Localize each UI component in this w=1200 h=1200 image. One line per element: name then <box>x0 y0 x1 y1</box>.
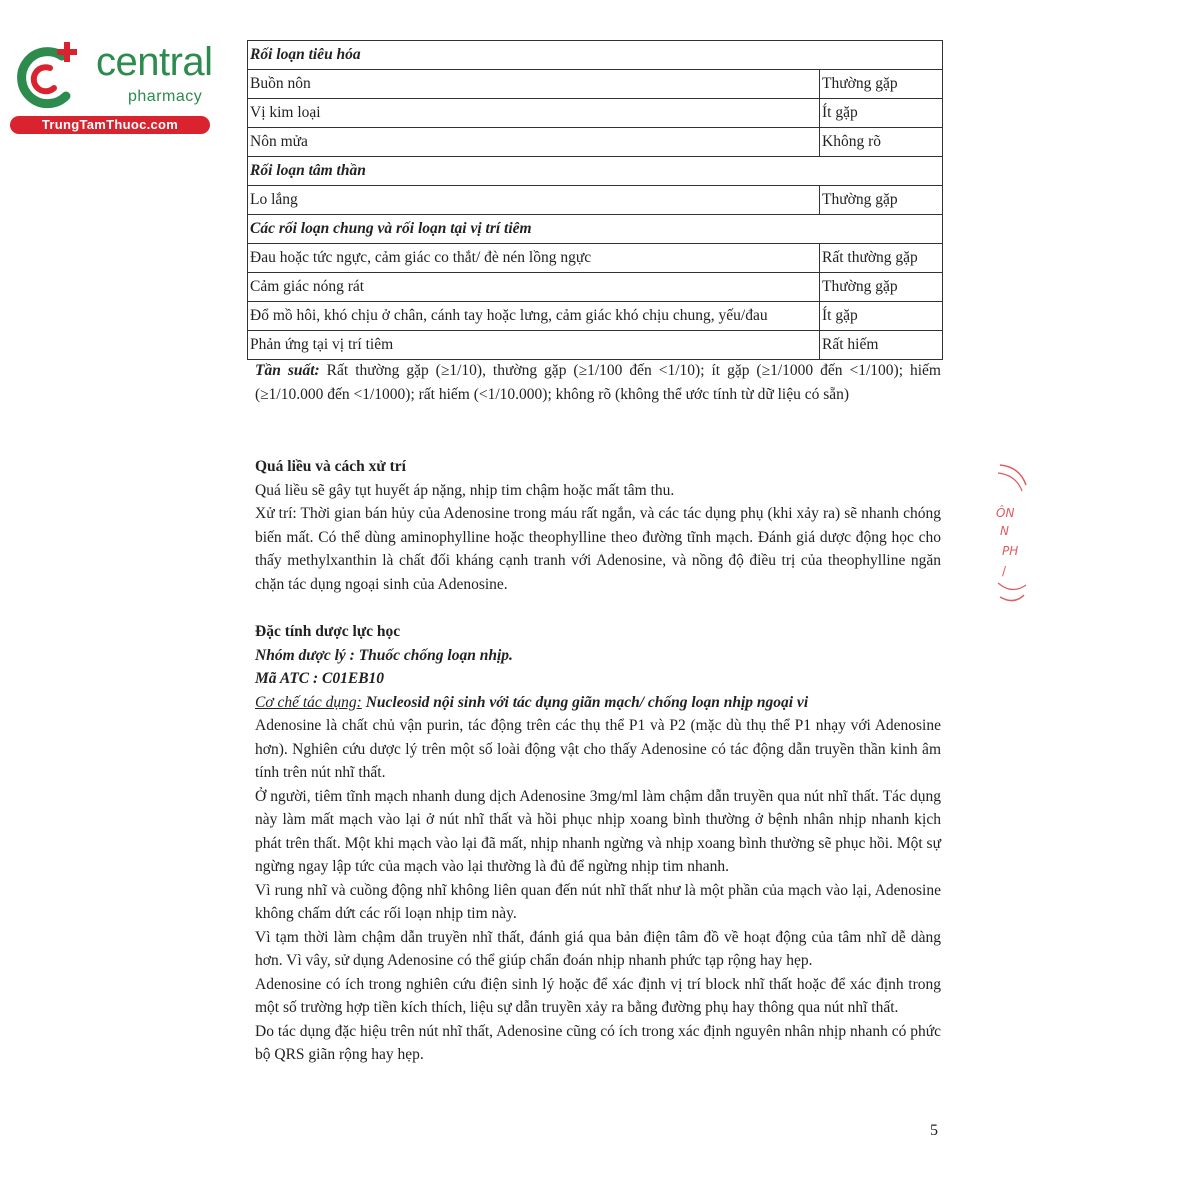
svg-text:N: N <box>1000 524 1009 538</box>
effect-cell: Buồn nôn <box>248 70 820 99</box>
effect-cell: Nôn mửa <box>248 128 820 157</box>
pharmacodynamics-section <box>255 620 941 1067</box>
pharmacological-group: Nhóm dược lý : Thuốc chống loạn nhịp. <box>255 646 513 664</box>
overdose-paragraph: Xử trí: Thời gian bán hủy của Adenosine trong máu rất ngắn, và các tác dụng phụ (khi xảy ra) sẽ nhanh chóng biến mất. Có thể dùng aminophylline hoặc theophylline theo đường tĩnh mạch. Đánh giá dược động học cho thấy methylxanthin là chất đối kháng cạnh tranh với Adenosine, và nồng độ điều trị của theophylline ngăn chặn tác dụng ngoại sinh của Adenosine. <box>255 505 941 593</box>
mechanism-text: Nucleosid nội sinh với tác dụng giãn mạch/ chống loạn nhịp ngoại vi <box>361 693 809 711</box>
frequency-label: Tần suất: <box>255 362 320 379</box>
table-row <box>248 99 943 128</box>
pharmacodynamics-paragraph: Vì rung nhĩ và cuồng động nhĩ không liên quan đến nút nhĩ thất như là một phần của mạch vào lại, Adenosine không chấm dứt các rối loạn nhịp tim này. <box>255 881 941 922</box>
table-row <box>248 186 943 215</box>
pharmacodynamics-paragraph: Do tác dụng đặc hiệu trên nút nhĩ thất, Adenosine cũng có ích trong xác định nguyên nhân nhịp nhanh có phức bộ QRS giãn rộng hay hẹp. <box>255 1022 941 1063</box>
mechanism-label: Cơ chế tác dụng: <box>255 693 362 711</box>
table-row <box>248 244 943 273</box>
table-section-row <box>248 157 943 186</box>
overdose-heading: Quá liều và cách xử trí <box>255 458 406 475</box>
section-title: Rối loạn tâm thần <box>248 157 943 186</box>
logo-name: central <box>96 40 213 84</box>
frequency-note <box>255 359 941 406</box>
effect-cell: Vị kim loại <box>248 99 820 128</box>
logo-mark-icon <box>10 38 90 118</box>
pharmacodynamics-heading: Đặc tính dược lực học <box>255 623 401 640</box>
svg-text:/: / <box>1002 564 1007 578</box>
overdose-paragraph: Quá liều sẽ gây tụt huyết áp nặng, nhịp tim chậm hoặc mất tâm thu. <box>255 481 675 499</box>
effect-cell: Lo lắng <box>248 186 820 215</box>
atc-code: Mã ATC : C01EB10 <box>255 670 385 687</box>
table-row <box>248 70 943 99</box>
frequency-cell: Rất thường gặp <box>820 244 943 273</box>
pharmacodynamics-paragraph: Adenosine là chất chủ vận purin, tác động trên các thụ thể P1 và P2 (mặc dù thụ thể P1 nhạy với Adenosine hơn). Nghiên cứu dược lý trên một số loài động vật cho thấy Adenosine có tác động dẫn truyền thần kinh âm tính trên nút nhĩ thất. <box>255 717 941 781</box>
pharmacodynamics-paragraph: Vì tạm thời làm chậm dẫn truyền nhĩ thất, đánh giá qua bản điện tâm đồ về hoạt động của tâm nhĩ dễ dàng hơn. Vì vây, sử dụng Adenosine có thể giúp chẩn đoán nhịp nhanh phức tạp rộng hay hẹp. <box>255 928 941 969</box>
svg-text:PH: PH <box>1002 544 1019 558</box>
brand-logo[interactable] <box>10 38 215 138</box>
table-row <box>248 128 943 157</box>
frequency-cell: Ít gặp <box>820 302 943 331</box>
frequency-cell: Thường gặp <box>820 70 943 99</box>
frequency-cell: Thường gặp <box>820 273 943 302</box>
section-title: Các rối loạn chung và rối loạn tại vị trí tiêm <box>248 215 943 244</box>
effect-cell: Đau hoặc tức ngực, cảm giác co thắt/ đè nén lồng ngực <box>248 244 820 273</box>
table-row <box>248 302 943 331</box>
frequency-text: Rất thường gặp (≥1/10), thường gặp (≥1/100 đến <1/10); ít gặp (≥1/1000 đến <1/100); hiếm (≥1/10.000 đến <1/1000); rất hiếm (<1/10.000); không rõ (không thể ước tính từ dữ liệu có sẵn) <box>255 362 941 403</box>
section-title: Rối loạn tiêu hóa <box>248 41 943 70</box>
effect-cell: Cảm giác nóng rát <box>248 273 820 302</box>
effect-cell: Phản ứng tại vị trí tiêm <box>248 331 820 360</box>
pharmacodynamics-paragraph: Adenosine có ích trong nghiên cứu điện sinh lý hoặc để xác định vị trí block nhĩ thất hoặc để xác định trong một số trường hợp tiền kích thích, liệu sự dẫn truyền xảy ra bằng đường phụ hay thông qua nút nhĩ thất. <box>255 975 941 1016</box>
logo-url[interactable]: TrungTamThuoc.com <box>10 116 210 134</box>
stamp-mark-icon <box>990 455 1030 615</box>
pharmacodynamics-paragraph: Ở người, tiêm tĩnh mạch nhanh dung dịch Adenosine 3mg/ml làm chậm dẫn truyền qua nút nhĩ thất. Tác dụng này làm mất mạch vào lại ở nút nhĩ thất và hồi phục nhịp xoang bình thường ở bệnh nhân nhịp nhanh kịch phát trên thất. Một khi mạch vào lại đã mất, nhịp nhanh ngừng và nhịp xoang bình thường sẽ phục hồi. Một sự ngừng ngay lập tức của mạch vào lại thường là đủ để ngừng nhịp tim nhanh. <box>255 787 941 875</box>
logo-subtitle: pharmacy <box>128 88 203 105</box>
frequency-cell: Không rõ <box>820 128 943 157</box>
table-section-row <box>248 215 943 244</box>
frequency-cell: Thường gặp <box>820 186 943 215</box>
adverse-effects-table <box>247 40 943 360</box>
table-row <box>248 273 943 302</box>
page-number: 5 <box>930 1122 938 1139</box>
mechanism-line <box>255 691 941 715</box>
effect-cell: Đổ mồ hôi, khó chịu ở chân, cánh tay hoặc lưng, cảm giác khó chịu chung, yếu/đau <box>248 302 820 331</box>
table-section-row <box>248 41 943 70</box>
svg-text:ÔN: ÔN <box>996 506 1015 520</box>
frequency-cell: Rất hiếm <box>820 331 943 360</box>
frequency-cell: Ít gặp <box>820 99 943 128</box>
table-row <box>248 331 943 360</box>
overdose-section <box>255 455 941 596</box>
